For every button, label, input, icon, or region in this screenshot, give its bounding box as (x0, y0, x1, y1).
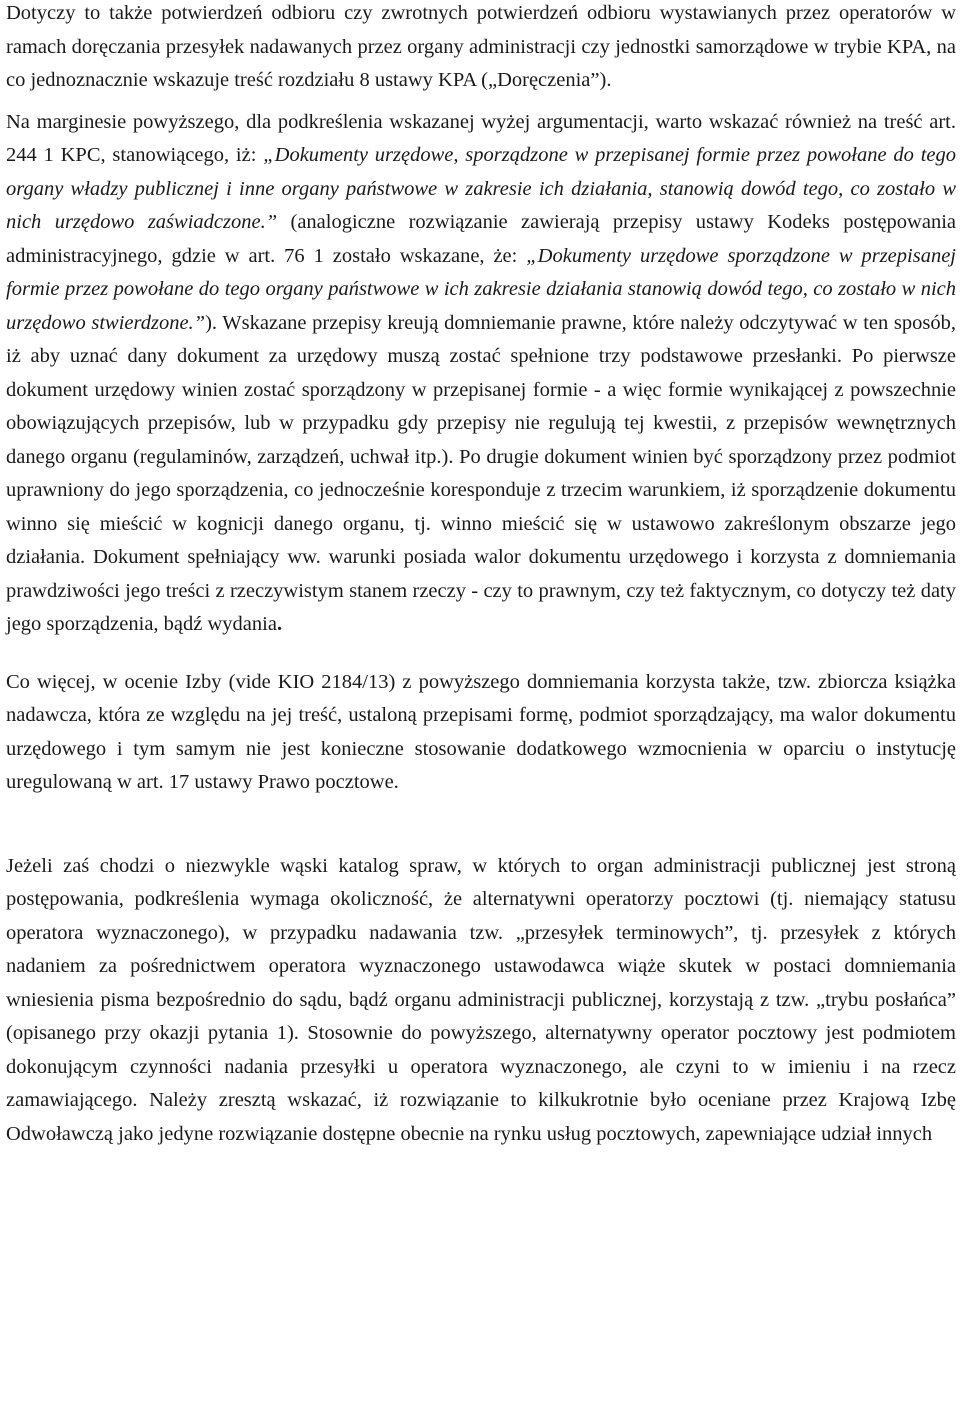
paragraph-end-dot: . (276, 613, 283, 635)
paragraph-kio-ruling: Co więcej, w ocenie Izby (vide KIO 2184/13) z powyższego domniemania korzysta także, tzw. zbiorcza książka nadawcza, która ze względu na jej treść, ustaloną przepisami formę, podmiot sporządzający, ma walor dokumentu urzędowego i tym samym nie jest konieczne stosowanie dodatkowego wzmocnienia w oparciu o instytucję uregulowaną w art. 17 ustawy Prawo pocztowe. (6, 670, 956, 793)
paragraph-official-documents (6, 106, 956, 642)
paragraph-text: Na marginesie powyższego, dla podkreślenia wskazanej wyżej argumentacji, warto wskazać również na treść art. 244 1 KPC, stanowiącego, iż: (6, 110, 956, 166)
paragraph-alternative-operators: Jeżeli zaś chodzi o niezwykle wąski katalog spraw, w których to organ administracji publicznej jest stroną postępowania, podkreślenia wymaga okoliczność, że alternatywni operatorzy pocztowi (tj. niemający statusu operatora wyznaczonego), w przypadku nadawania tzw. „przesyłek terminowych”, tj. przesyłek z których nadaniem za pośrednictwem operatora wyznaczonego ustawodawca wiąże skutek w postaci domniemania wniesienia pisma bezpośrednio do sądu, bądź organu administracji publicznej, korzystają z tzw. „trybu posłańca” (opisanego przy okazji pytania 1). Stosownie do powyższego, alternatywny operator pocztowy jest podmiotem dokonującym czynności nadania przesyłki u operatora wyznaczonego, ale czyni to w imieniu i na rzecz zamawiającego. Należy zresztą wskazać, iż rozwiązanie to kilkukrotnie było oceniane przez Krajową Izbę Odwoławczą jako jedyne rozwiązanie dostępne obecnie na rynku usług pocztowych, zapewniające udział innych (6, 854, 956, 1145)
quote-kpc: „Dokumenty urzędowe, sporządzone w przepisanej formie przez powołane do tego organy władzy publicznej i inne organy państwowe w zakresie ich działania, stanowią dowód tego, co zostało w nich urzędowo zaświadczone.” (6, 144, 956, 233)
document-page (6, 0, 956, 1151)
paragraph-delivery-confirmations: Dotyczy to także potwierdzeń odbioru czy zwrotnych potwierdzeń odbioru wystawianych przez operatorów w ramach doręczania przesyłek nadawanych przez organy administracji czy jednostki samorządowe w trybie KPA, na co jednoznacznie wskazuje treść rozdziału 8 ustawy KPA („Doręczenia”). (6, 2, 956, 91)
paragraph-text: ). Wskazane przepisy kreują domniemanie prawne, które należy odczytywać w ten sposób, iż aby uznać dany dokument za urzędowy muszą zostać spełnione trzy podstawowe przesłanki. Po pierwsze dokument urzędowy winien zostać sporządzony w przepisanej formie - a więc formie wynikającej z powszechnie obowiązujących przepisów, lub w przypadku gdy przepisy nie regulują tej kwestii, z przepisów wewnętrznych danego organu (regulaminów, zarządzeń, uchwał itp.). Po drugie dokument winien być sporządzony przez podmiot uprawniony do jego sporządzenia, co jednocześnie koresponduje z trzecim warunkiem, iż sporządzenie dokumentu winno się mieścić w kognicji danego organu, tj. winno mieścić się w ustawowo zakreślonym obszarze jego działania. Dokument spełniający ww. warunki posiada walor dokumentu urzędowego i korzysta z domniemania prawdziwości jego treści z rzeczywistym stanem rzeczy - czy to prawnym, czy też faktycznym, co dotyczy też daty jego sporządzenia, bądź wydania (6, 311, 956, 635)
paragraph-text: (analogiczne rozwiązanie zawierają przepisy ustawy Kodeks postępowania administracyjnego, gdzie w art. 76 1 zostało wskazane, że: (6, 211, 956, 267)
quote-kpa: „Dokumenty urzędowe sporządzone w przepisanej formie przez powołane do tego organy państwowe w ich zakresie działania stanowią dowód tego, co zostało w nich urzędowo stwierdzone.” (6, 244, 956, 334)
